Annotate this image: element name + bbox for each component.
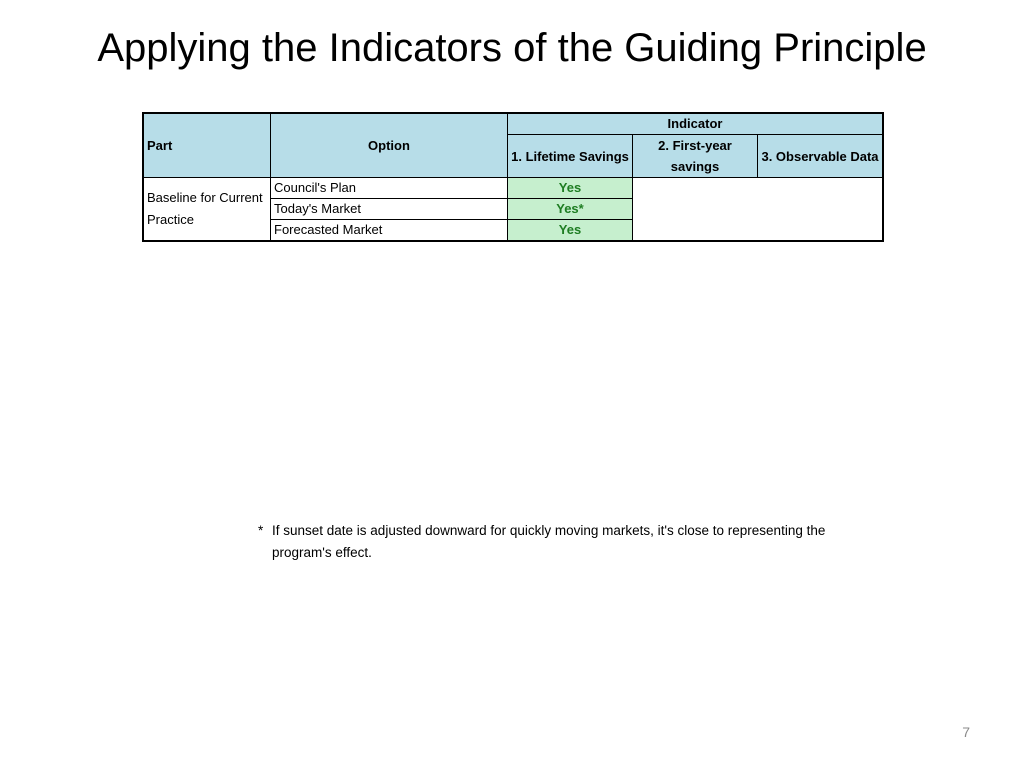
- empty-cell: [758, 199, 884, 220]
- slide-title: Applying the Indicators of the Guiding Principle: [97, 26, 927, 70]
- indicator-table: [142, 112, 884, 242]
- option-cell: Council's Plan: [271, 178, 508, 199]
- lifetime-savings-cell: Yes*: [508, 199, 633, 220]
- empty-cell: [633, 199, 758, 220]
- option-cell: Forecasted Market: [271, 220, 508, 242]
- header-indicator-group: Indicator: [508, 113, 884, 135]
- footnote-text: If sunset date is adjusted downward for quickly moving markets, it's close to representing the program's effect.: [272, 523, 826, 560]
- header-indicator-2: 2. First-year savings: [633, 135, 758, 178]
- header-indicator-3: 3. Observable Data: [758, 135, 884, 178]
- footnote-marker: *: [258, 523, 264, 538]
- table-row: [143, 178, 883, 199]
- header-part: Part: [143, 113, 271, 178]
- empty-cell: [758, 178, 884, 199]
- footnote: [258, 520, 868, 564]
- empty-cell: [633, 178, 758, 199]
- empty-cell: [758, 220, 884, 242]
- group-label: Baseline for Current Practice: [143, 178, 271, 242]
- table-header-row: [143, 113, 883, 135]
- empty-cell: [633, 220, 758, 242]
- option-cell: Today's Market: [271, 199, 508, 220]
- lifetime-savings-cell: Yes: [508, 178, 633, 199]
- header-indicator-1: 1. Lifetime Savings: [508, 135, 633, 178]
- header-option: Option: [271, 113, 508, 178]
- page-number: 7: [962, 724, 970, 740]
- lifetime-savings-cell: Yes: [508, 220, 633, 242]
